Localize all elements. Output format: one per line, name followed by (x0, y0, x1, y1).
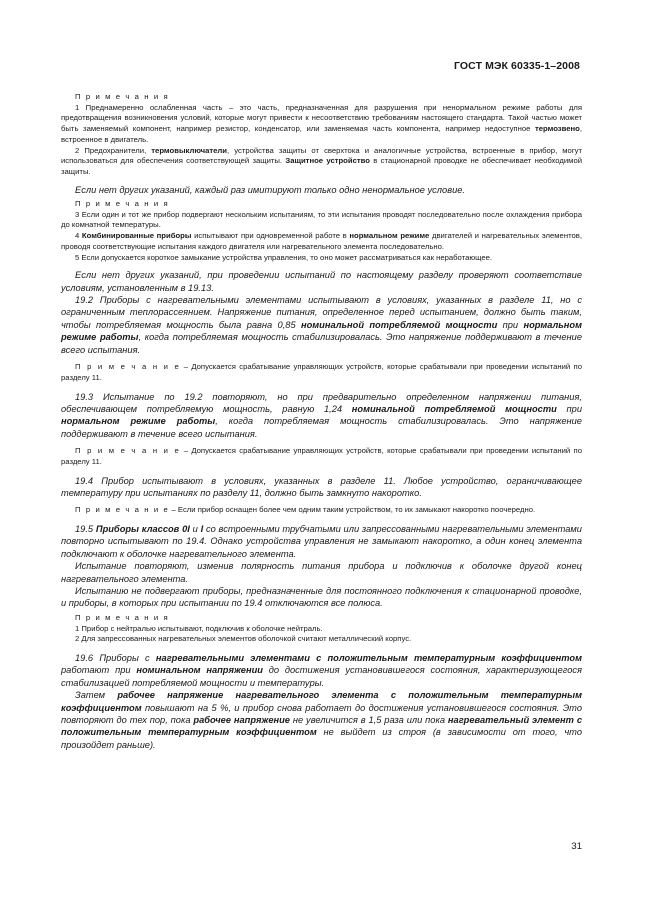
note-19-2: П р и м е ч а н и е – Допускается срабатывание управляющих устройств, которые срабатывали при проведении испытаний по разделу 11. (61, 362, 582, 382)
note-5: 5 Если допускается короткое замыкание устройства управления, то оно может рассматриваться как неработающее. (75, 252, 493, 262)
page-content (61, 92, 582, 751)
clause-19-4: 19.4 Прибор испытывают в условиях, указанных в разделе 11. Любое устройство, ограничивающее температуру при испытаниях по разделу 11, должно быть замкнуто накоротко. (61, 475, 582, 498)
notes-heading: П р и м е ч а н и я (75, 612, 170, 622)
clause-19-6: 19.6 Приборы с нагревательными элементами с положительным температурным коэффициентом работают при номинальном напряжении до достижения установившегося состояния, характеризующегося стабилизацией потребляемой мощности и температуры. (61, 653, 582, 688)
clause-19-5-para-2: Испытание повторяют, изменив полярность питания прибора и подключив к оболочке другой конец нагревательного элемента. (61, 561, 582, 584)
note-19-5-2: 2 Для запрессованных нагревательных элементов оболочкой считают металлический корпус. (75, 634, 412, 644)
clause-19-5-para-3: Испытанию не подвергают приборы, предназначенные для постоянного подключения к стационарной проводке, и приборы, в которых при испытании по 19.4 отключаются все полюса. (61, 586, 582, 609)
clause-19-2: 19.2 Приборы с нагревательными элементами испытывают в условиях, указанных в разделе 11, но с ограниченным теплорассеянием. Напряжение питания, определенное перед испытанием, должно быть таким, чтобы потребляемая мощность была равна 0,85 номинальной потребляемой мощности при нормальном режиме работы, когда потребляемая мощность стабилизировалась. Это напряжение поддерживают в течение всего испытания. (61, 295, 582, 355)
note-19-4: П р и м е ч а н и е – Если прибор оснащен более чем одним таким устройством, то их замыкают накоротко поочередно. (75, 505, 536, 515)
clause-19-3: 19.3 Испытание по 19.2 повторяют, но при предварительно определенном напряжении питания, обеспечивающем потребляемую мощность, равную 1,24 номинальной потребляемой мощности при нормальном режиме работы, когда потребляемая мощность стабилизировалась. Это напряжение поддерживают в течение всего испытания. (61, 391, 582, 439)
note-3: 3 Если один и тот же прибор подвергают нескольким испытаниям, то эти испытания проводят последовательно после охлаждения прибора до комнатной температуры. (61, 209, 582, 230)
note-19-3: П р и м е ч а н и е – Допускается срабатывание управляющих устройств, которые срабатывали при проведении испытаний по разделу 11. (61, 446, 582, 466)
note-1: 1 Преднамеренно ослабленная часть – это часть, предназначенная для разрушения при ненормальном режиме работы для предотвращения возникновения условий, которые могут привести к несоответствию требованиям настоящего стандарта. Такой частью может быть заменяемый компонент, например резистор, конденсатор, или заменяемая часть компонента, например недоступное термозвено, встроенное в двигатель. (61, 102, 582, 144)
page-number: 31 (571, 841, 582, 852)
main-text-2: Если нет других указаний, при проведении испытаний по настоящему разделу проверяют соответствие условиям, установленным в 19.13. (61, 270, 582, 293)
main-text-1: Если нет других указаний, каждый раз имитируют только одно ненормальное условие. (75, 184, 465, 195)
clause-19-5: 19.5 Приборы классов 0I и I со встроенными трубчатыми или запрессованными нагревательными элементами повторно испытывают по 19.4. Однако устройства управления не замыкают накоротко, а один конец элемента подключают к оболочке нагревательного элемента. (61, 524, 582, 559)
notes-heading: П р и м е ч а н и я (75, 92, 170, 101)
note-19-5-1: 1 Прибор с нейтралью испытывают, подключив к оболочке нейтраль. (75, 623, 323, 633)
note-2: 2 Предохранители, термовыключатели, устройства защиты от сверхтока и аналогичные устройства, встроенные в прибор, могут использоваться для обеспечения соответствующей защиты. Защитное устройство в стационарной проводке не обеспечивает необходимой защиты. (61, 145, 583, 176)
note-4: 4 Комбинированные приборы испытывают при одновременной работе в нормальном режиме двигателей и нагревательных элементов, проводя соответствующие испытания каждого двигателя или нагревательного элемента последовательно. (61, 231, 583, 251)
notes-heading: П р и м е ч а н и я (75, 199, 170, 209)
document-header: ГОСТ МЭК 60335-1–2008 (453, 60, 580, 72)
clause-19-6-para-2: Затем рабочее напряжение нагревательного элемента с положительным температурным коэффициентом повышают на 5 %, и прибор снова работает до достижения установившегося состояния. Это повторяют до тех пор, пока рабочее напряжение не увеличится в 1,5 раза или пока нагревательный элемент с положительным температурным коэффициентом не выйдет из строя (в зависимости от того, что произойдет раньше). (61, 690, 582, 750)
